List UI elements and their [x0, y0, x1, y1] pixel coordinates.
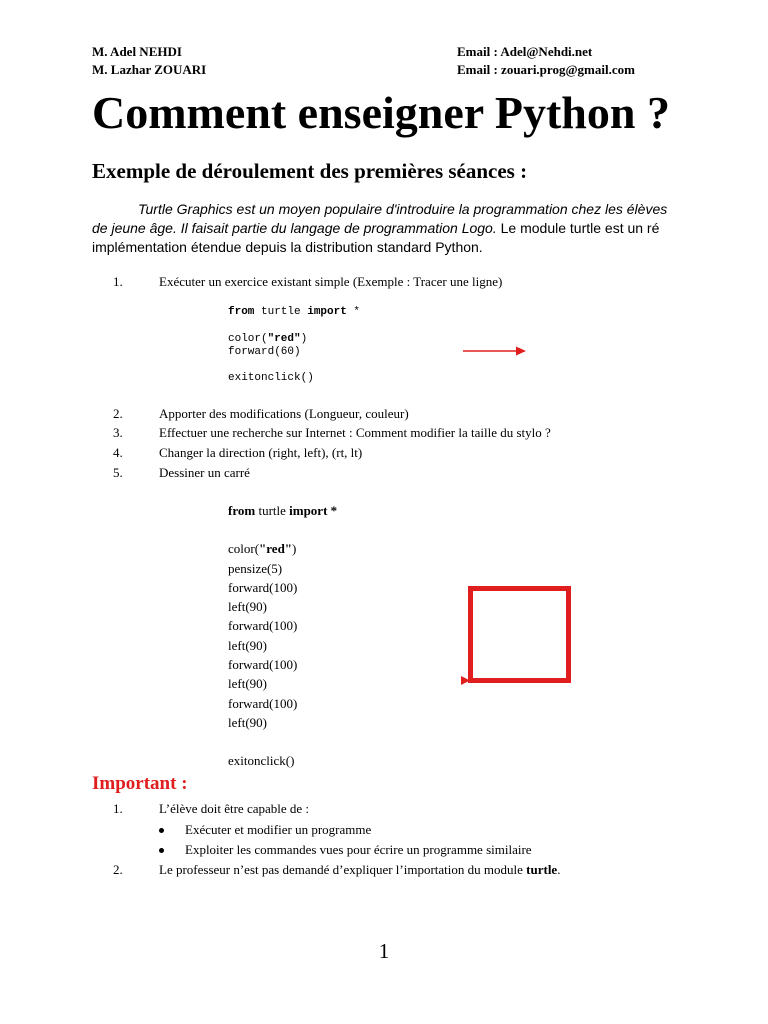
bullet-dot-icon: [159, 828, 164, 833]
email-2: Email : zouari.prog@gmail.com: [457, 62, 635, 77]
bullet-dot-icon: [159, 848, 164, 853]
important-heading: Important :: [92, 773, 188, 794]
page-number: 1: [378, 939, 390, 963]
page-title: Comment enseigner Python ?: [92, 87, 670, 138]
author-1: M. Adel NEHDI: [92, 44, 182, 59]
intro-italic: Turtle Graphics est un moyen populaire d'introduire la programmation chez les élèves de jeune âge. Il faisait partie du langage de programmation Logo.: [92, 201, 668, 236]
intro-normal: Le module turtle est un ré implémentation étendue depuis la distribution standard Python.: [92, 220, 660, 255]
intro-paragraph: [92, 200, 682, 257]
author-2: M. Lazhar ZOUARI: [92, 62, 207, 77]
red-line-arrow-icon: [462, 344, 528, 358]
code-block-line-example: from turtle import * color("red") forward(60) exitonclick(): [228, 306, 361, 384]
email-1: Email : Adel@Nehdi.net: [457, 44, 593, 59]
code-block-square-example: from turtle import * color("red") pensize(5) forward(100) left(90) forward(100) left(90) forward(100) left(90) forward(100) left(90) exitonclick(): [228, 503, 338, 769]
section-subtitle: Exemple de déroulement des premières séances :: [92, 159, 528, 183]
red-square-drawing-icon: [458, 584, 574, 686]
